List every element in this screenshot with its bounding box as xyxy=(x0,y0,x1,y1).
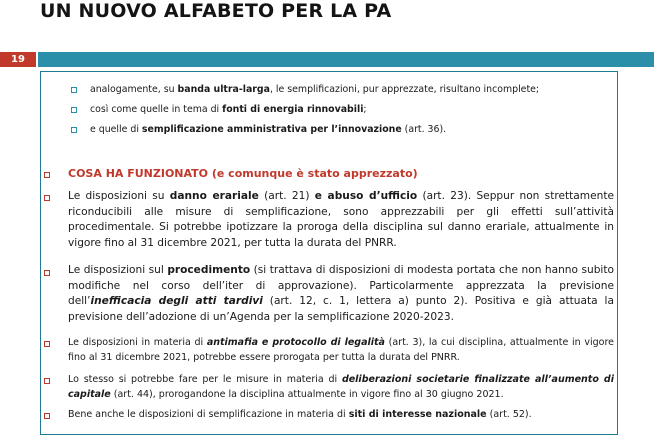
section-heading: COSA HA FUNZIONATO (e comunque è stato apprezzato) xyxy=(68,167,418,180)
list-item: Le disposizioni sul procedimento (si trattava di disposizioni di modesta portata che non hanno subito modifiche nel corso dell’iter di approvazione). Particolarmente apprezzata la previsione dell’inefficacia degli atti tardivi (art. 12, c. 1, lettera a) punto 2). Positiva e già attuata la previsione dell’adozione di un’Agenda per la semplificazione 2020-2023. xyxy=(68,264,614,323)
list-item: Le disposizioni in materia di antimafia e protocollo di legalità (art. 3), la cui disciplina, attualmente in vigore fino al 31 dicembre 2021, potrebbe essere prorogata per tutta la durata del PNRR. xyxy=(68,337,615,363)
list-item: Lo stesso si potrebbe fare per le misure in materia di deliberazioni societarie finalizzate all’aumento di capitale (art. 44), prorogandone la disciplina attualmente in vigore fino al 30 giugno 2021. xyxy=(68,374,614,400)
square-bullet-icon xyxy=(71,127,77,133)
square-bullet-icon xyxy=(44,378,50,384)
list-item: e quelle di semplificazione amministrativa per l’innovazione (art. 36). xyxy=(90,124,447,135)
square-bullet-icon xyxy=(44,195,50,201)
header-stripe xyxy=(38,52,654,67)
list-item: analogamente, su banda ultra-larga, le semplificazioni, pur apprezzate, risultano incomplete; xyxy=(90,84,540,95)
list-item: così come quelle in tema di fonti di energia rinnovabili; xyxy=(90,104,367,115)
page-header-bar xyxy=(0,52,654,67)
square-bullet-icon xyxy=(44,172,50,178)
list-item: Le disposizioni su danno erariale (art. 21) e abuso d’ufficio (art. 23). Seppur non strettamente riconducibili alle misure di semplificazione, sono apprezzabili per gli effetti sull’attività procedimentale. Si potrebbe ipotizzare la proroga della disciplina sul danno erariale, attualmente in vigore fino al 31 dicembre 2021, per tutta la durata del PNRR. xyxy=(68,190,615,249)
page-number: 19 xyxy=(0,52,36,67)
square-bullet-icon xyxy=(71,107,77,113)
square-bullet-icon xyxy=(44,270,50,276)
square-bullet-icon xyxy=(71,87,77,93)
square-bullet-icon xyxy=(44,341,50,347)
list-item: Bene anche le disposizioni di semplificazione in materia di siti di interesse nazionale (art. 52). xyxy=(68,409,532,420)
page-title: UN NUOVO ALFABETO PER LA PA xyxy=(40,0,392,22)
square-bullet-icon xyxy=(44,413,50,419)
